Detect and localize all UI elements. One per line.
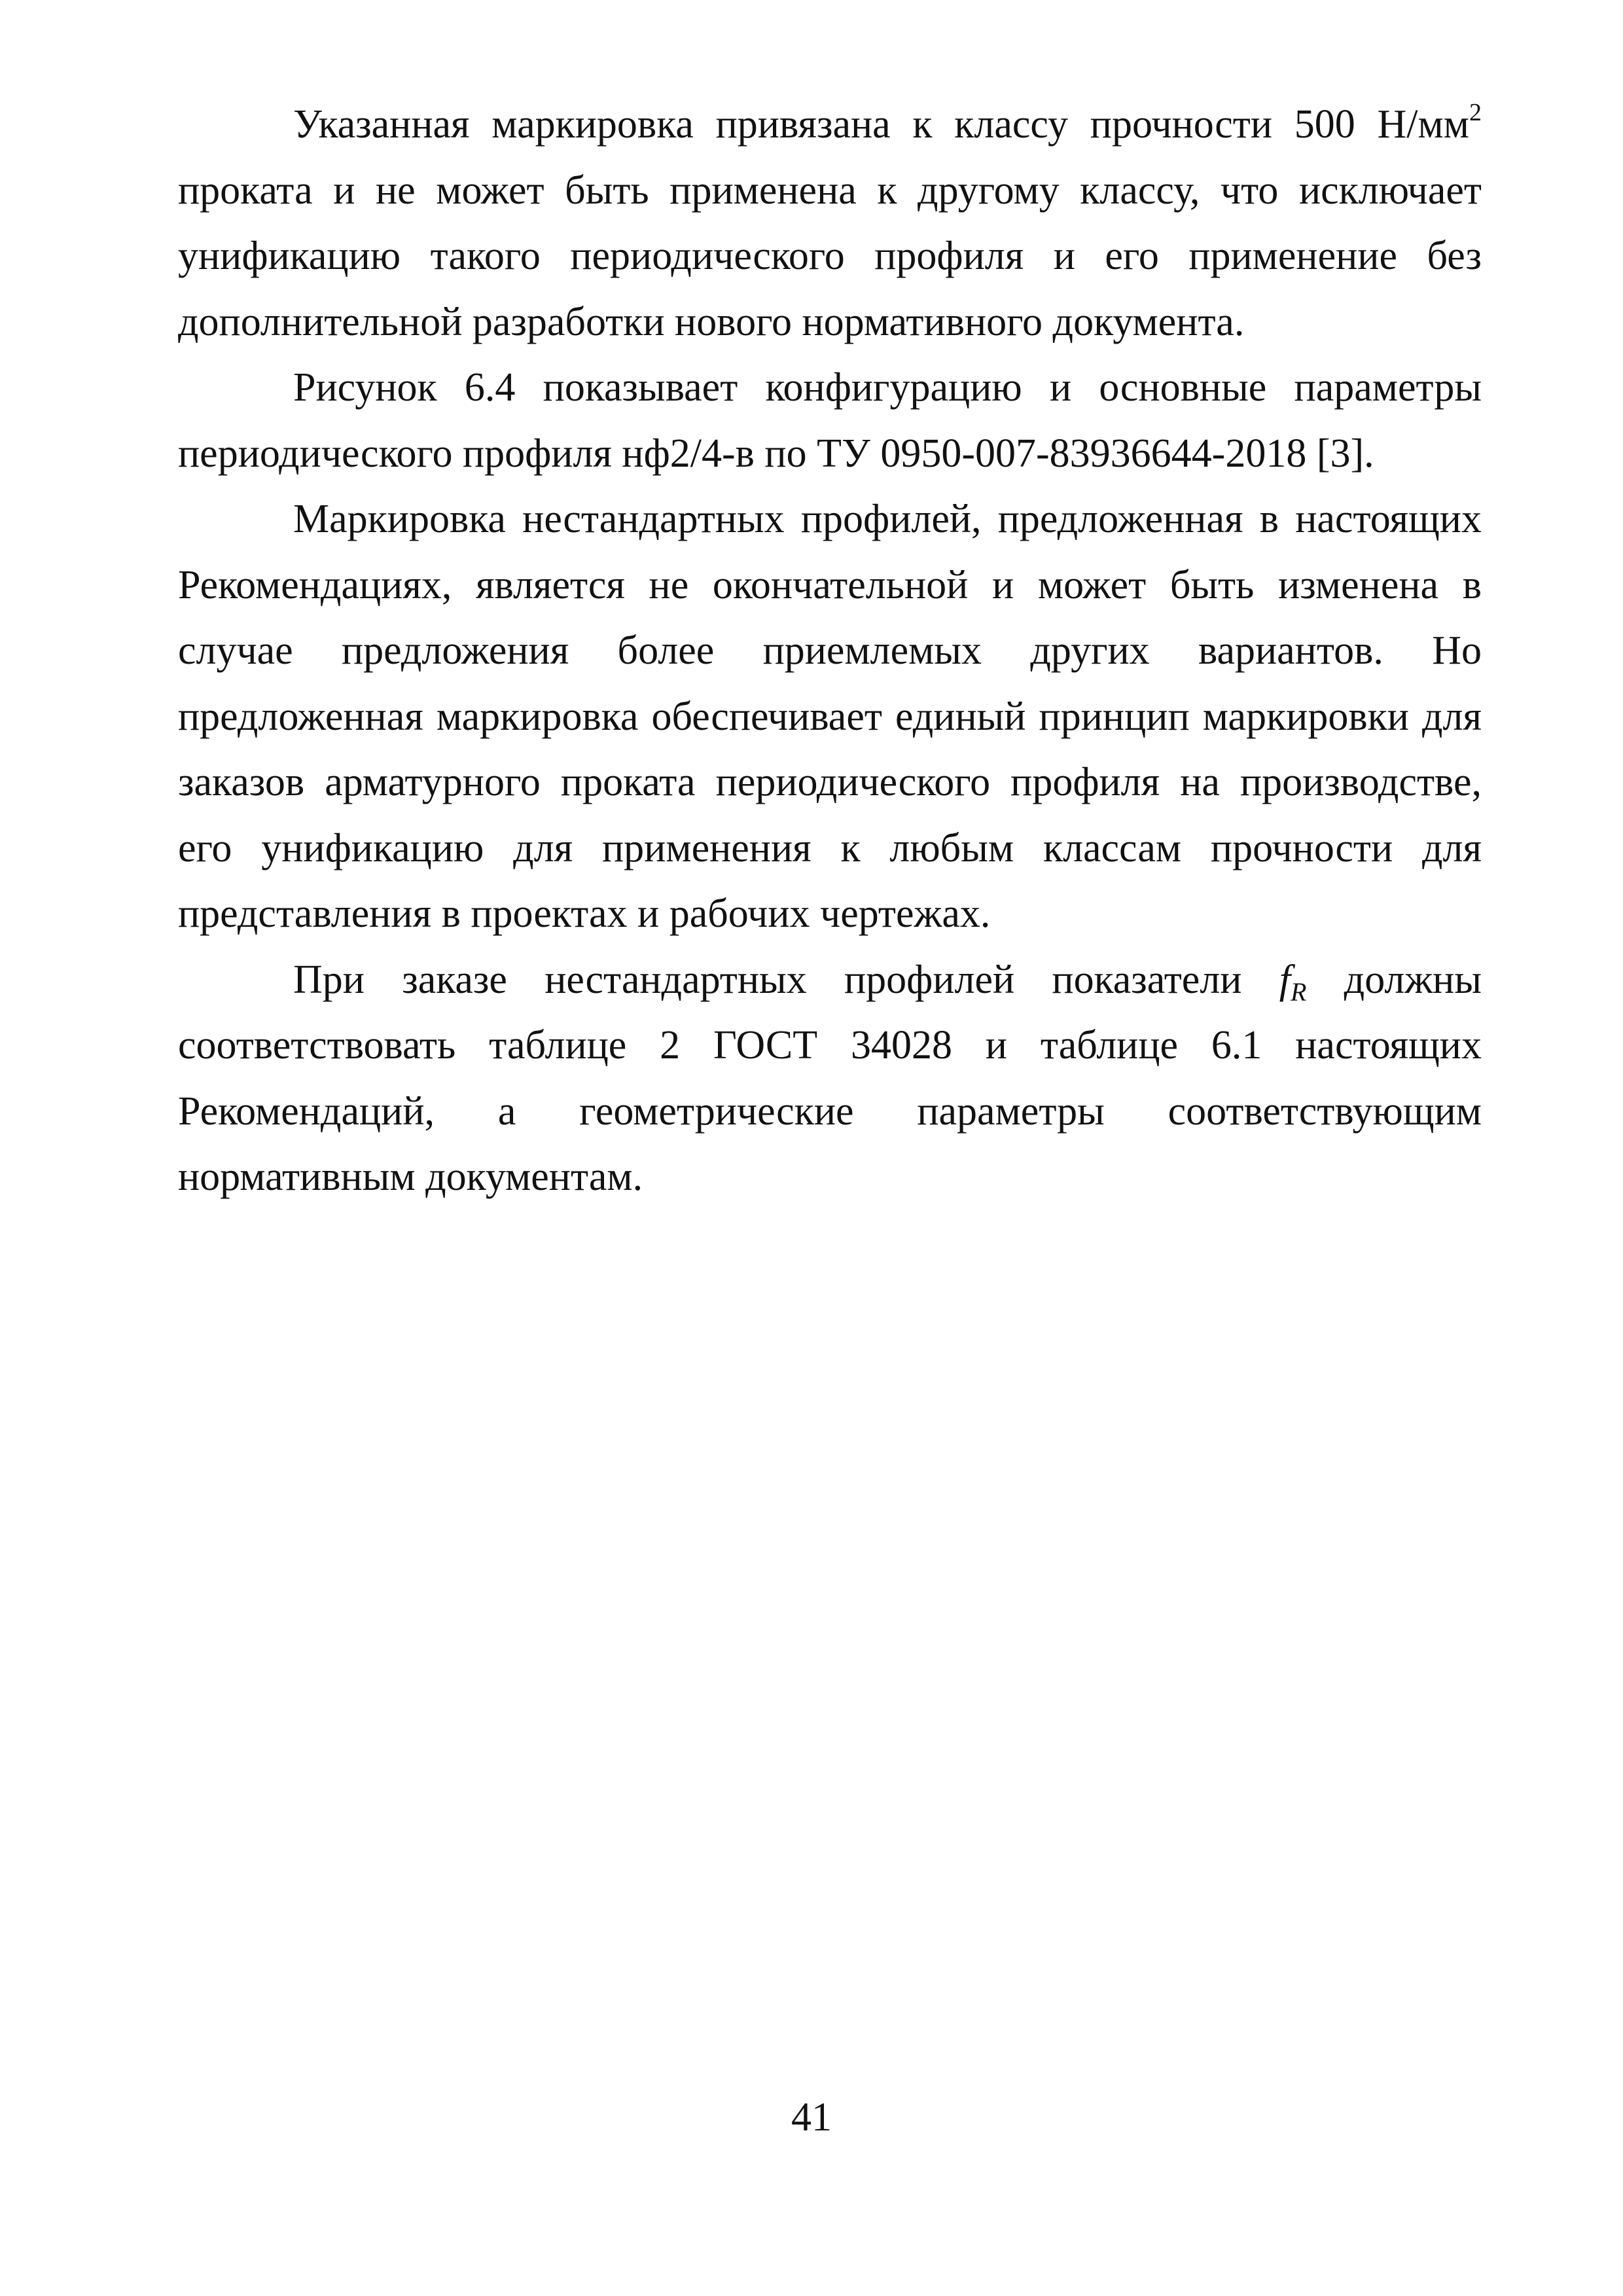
- paragraph-3-text: Маркировка нестандартных профилей, предложенная в настоящих Рекомендациях, является не окончательной и может быть изменена в случае предложения более приемлемых других вариантов. Но предложенная маркировка обеспечивает единый принцип маркировки для заказов арматурного проката периодического профиля на производстве, его унификацию для применения к любым классам прочности для представления в проектах и рабочих чертежах.: [178, 497, 1482, 936]
- paragraph-1-text-end: проката и не может быть применена к другому классу, что исключает унификацию такого периодического профиля и его применение без дополнительной разработки нового нормативного документа.: [178, 168, 1482, 344]
- paragraph-4-text-start: При заказе нестандартных профилей показатели: [293, 957, 1279, 1002]
- paragraph-nonstandard-marking: [178, 486, 1482, 947]
- fr-symbol-letter: f: [1279, 957, 1291, 1002]
- paragraph-4-text-end: должны соответствовать таблице 2 ГОСТ 34028 и таблице 6.1 настоящих Рекомендаций, а геометрические параметры соответствующим нормативным документам.: [178, 957, 1482, 1199]
- paragraph-figure-reference: [178, 355, 1482, 486]
- paragraph-1-text-start: Указанная маркировка привязана к классу прочности 500 Н/мм: [293, 102, 1469, 147]
- fr-symbol-subscript: R: [1290, 977, 1307, 1007]
- body-text: [178, 92, 1482, 1210]
- paragraph-order-requirements: [178, 947, 1482, 1210]
- paragraph-2-text: Рисунок 6.4 показывает конфигурацию и основные параметры периодического профиля нф2/4-в по ТУ 0950-007-83936644-2018 [3].: [178, 365, 1482, 476]
- page-number: 41: [791, 2095, 832, 2140]
- superscript-exponent: 2: [1469, 99, 1482, 127]
- fr-symbol: [1279, 957, 1307, 1007]
- paragraph-marking-strength-class: [178, 92, 1482, 355]
